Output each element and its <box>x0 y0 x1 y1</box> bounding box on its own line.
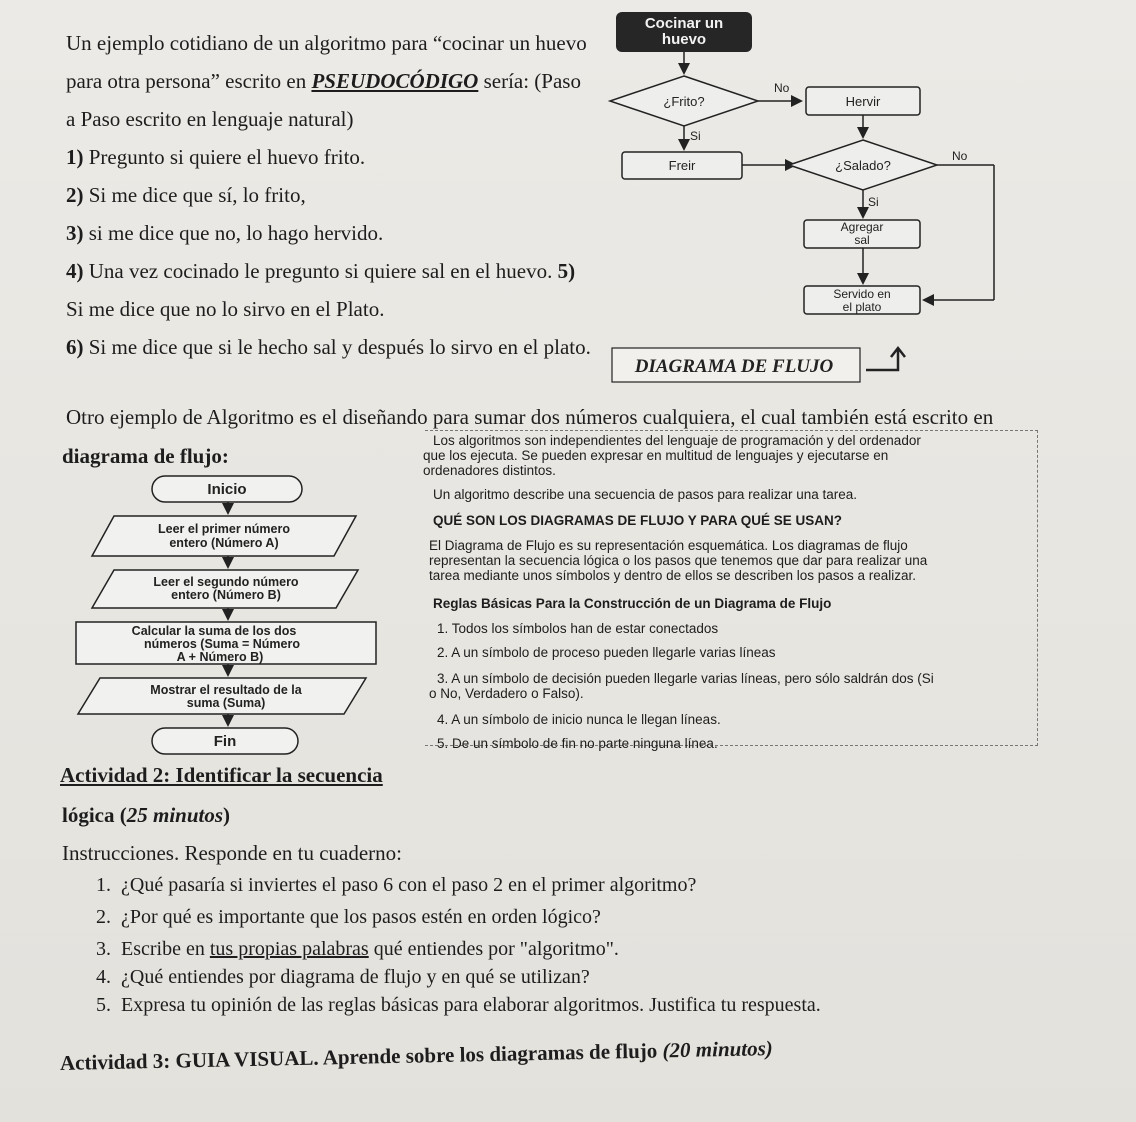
step-5: Si me dice que no lo sirvo en el Plato. <box>66 297 385 321</box>
agregar-label-1: Agregar <box>840 220 884 234</box>
activity-3-title: Actividad 3: GUIA VISUAL. Aprende sobre los diagramas de flujo (20 minutos) <box>59 1036 774 1075</box>
step-6: 6) Si me dice que si le hecho sal y después lo sirvo en el plato. <box>66 335 591 359</box>
servido-label-1: Servido en <box>833 287 891 301</box>
step-1: 1) Pregunto si quiere el huevo frito. <box>66 145 366 169</box>
fin-label: Fin <box>213 733 237 750</box>
info-p3-line-1: El Diagrama de Flujo es su representación esquemática. Los diagramas de flujo <box>429 538 908 553</box>
rule-3-line-1: 3. A un símbolo de decisión pueden llegarle varias líneas, pero sólo saldrán dos (Si <box>437 671 934 686</box>
leer-b-label-2: entero (Número B) <box>171 588 281 602</box>
no-label-1: No <box>774 81 790 95</box>
rule-2: 2. A un símbolo de proceso pueden llegarle varias líneas <box>437 645 776 660</box>
pseudocode-term: PSEUDOCÓDIGO <box>311 69 479 93</box>
intro-line-1: Un ejemplo cotidiano de un algoritmo para “cocinar un huevo <box>66 31 587 55</box>
hervir-label: Hervir <box>845 94 881 109</box>
diagram-caption: DIAGRAMA DE FLUJO <box>634 356 834 377</box>
intro-line-3: a Paso escrito en lenguaje natural) <box>66 107 354 131</box>
intro-line-2: para otra persona” escrito en PSEUDOCÓDIGO sería: (Paso <box>66 69 581 93</box>
egg-title-1: Cocinar un <box>644 15 724 32</box>
servido-label-2: el plato <box>842 300 882 314</box>
leer-a-label-2: entero (Número A) <box>169 536 279 550</box>
info-p1-line-2: que los ejecuta. Se pueden expresar en multitud de lenguajes y ejecutarse en <box>423 448 889 463</box>
step-3: 3) si me dice que no, lo hago hervido. <box>66 221 384 245</box>
instructions: Instrucciones. Responde en tu cuaderno: <box>62 841 402 865</box>
egg-flowchart <box>600 8 1020 388</box>
inicio-label: Inicio <box>207 481 247 498</box>
question-1: 1. ¿Qué pasaría si inviertes el paso 6 con el paso 2 en el primer algoritmo? <box>96 874 697 896</box>
second-example-line-1: Otro ejemplo de Algoritmo es el diseñando para sumar dos números cualquiera, el cual también está escrito en <box>66 405 994 429</box>
leer-a-label-1: Leer el primer número <box>158 522 290 536</box>
activity-2-title: Actividad 2: Identificar la secuencia <box>60 763 383 787</box>
rule-4: 4. A un símbolo de inicio nunca le llegan líneas. <box>437 712 721 727</box>
question-3: 3. Escribe en tus propias palabras qué entiendes por "algoritmo". <box>96 938 619 960</box>
question-2: 2. ¿Por qué es importante que los pasos estén en orden lógico? <box>96 906 601 928</box>
calc-label-3: A + Número B) <box>176 650 264 664</box>
mostrar-label-2: suma (Suma) <box>186 696 266 710</box>
activity-2-subtitle: lógica (25 minutos) <box>62 803 231 827</box>
info-box <box>423 430 1038 751</box>
rule-5: 5. De un símbolo de fin no parte ninguna línea. <box>437 736 718 751</box>
info-p3-line-3: tarea mediante unos símbolos y dentro de ellos se describen los pasos a realizar. <box>429 568 917 583</box>
rule-1: 1. Todos los símbolos han de estar conectados <box>437 621 719 636</box>
info-p2: Un algoritmo describe una secuencia de pasos para realizar una tarea. <box>433 487 857 502</box>
step-4: 4) Una vez cocinado le pregunto si quiere sal en el huevo. 5) <box>66 259 576 283</box>
return-arrow-icon <box>866 348 905 370</box>
info-p1-line-3: ordenadores distintos. <box>423 463 556 478</box>
frito-label: ¿Frito? <box>663 94 705 109</box>
calc-label-2: números (Suma = Número <box>144 637 300 651</box>
rule-3-line-2: o No, Verdadero o Falso). <box>429 686 584 701</box>
info-heading-1: QUÉ SON LOS DIAGRAMAS DE FLUJO Y PARA QUÉ SE USAN? <box>433 513 843 528</box>
calc-label-1: Calcular la suma de los dos <box>131 624 297 638</box>
egg-title-2: huevo <box>661 31 707 48</box>
leer-b-label-1: Leer el segundo número <box>153 575 299 589</box>
agregar-label-2: sal <box>854 233 870 247</box>
second-example-line-2: diagrama de flujo: <box>62 444 229 468</box>
info-p1-line-1: Los algoritmos son independientes del lenguaje de programación y del ordenador <box>433 433 921 448</box>
info-p3-line-2: representan la secuencia lógica o los pasos que tenemos que dar para realizar una <box>429 553 928 568</box>
step-2: 2) Si me dice que sí, lo frito, <box>66 183 306 207</box>
no-label-2: No <box>952 149 968 163</box>
question-4: 4. ¿Qué entiendes por diagrama de flujo y en qué se utilizan? <box>96 966 590 988</box>
salado-label: ¿Salado? <box>835 158 891 173</box>
info-heading-2: Reglas Básicas Para la Construcción de un Diagrama de Flujo <box>433 596 832 611</box>
freir-label: Freir <box>668 158 696 173</box>
si-label-2: Si <box>868 195 879 209</box>
si-label-1: Si <box>690 129 701 143</box>
mostrar-label-1: Mostrar el resultado de la <box>150 683 302 697</box>
question-5: 5. Expresa tu opinión de las reglas básicas para elaborar algoritmos. Justifica tu respuesta. <box>96 994 821 1016</box>
sum-flowchart <box>70 470 400 760</box>
